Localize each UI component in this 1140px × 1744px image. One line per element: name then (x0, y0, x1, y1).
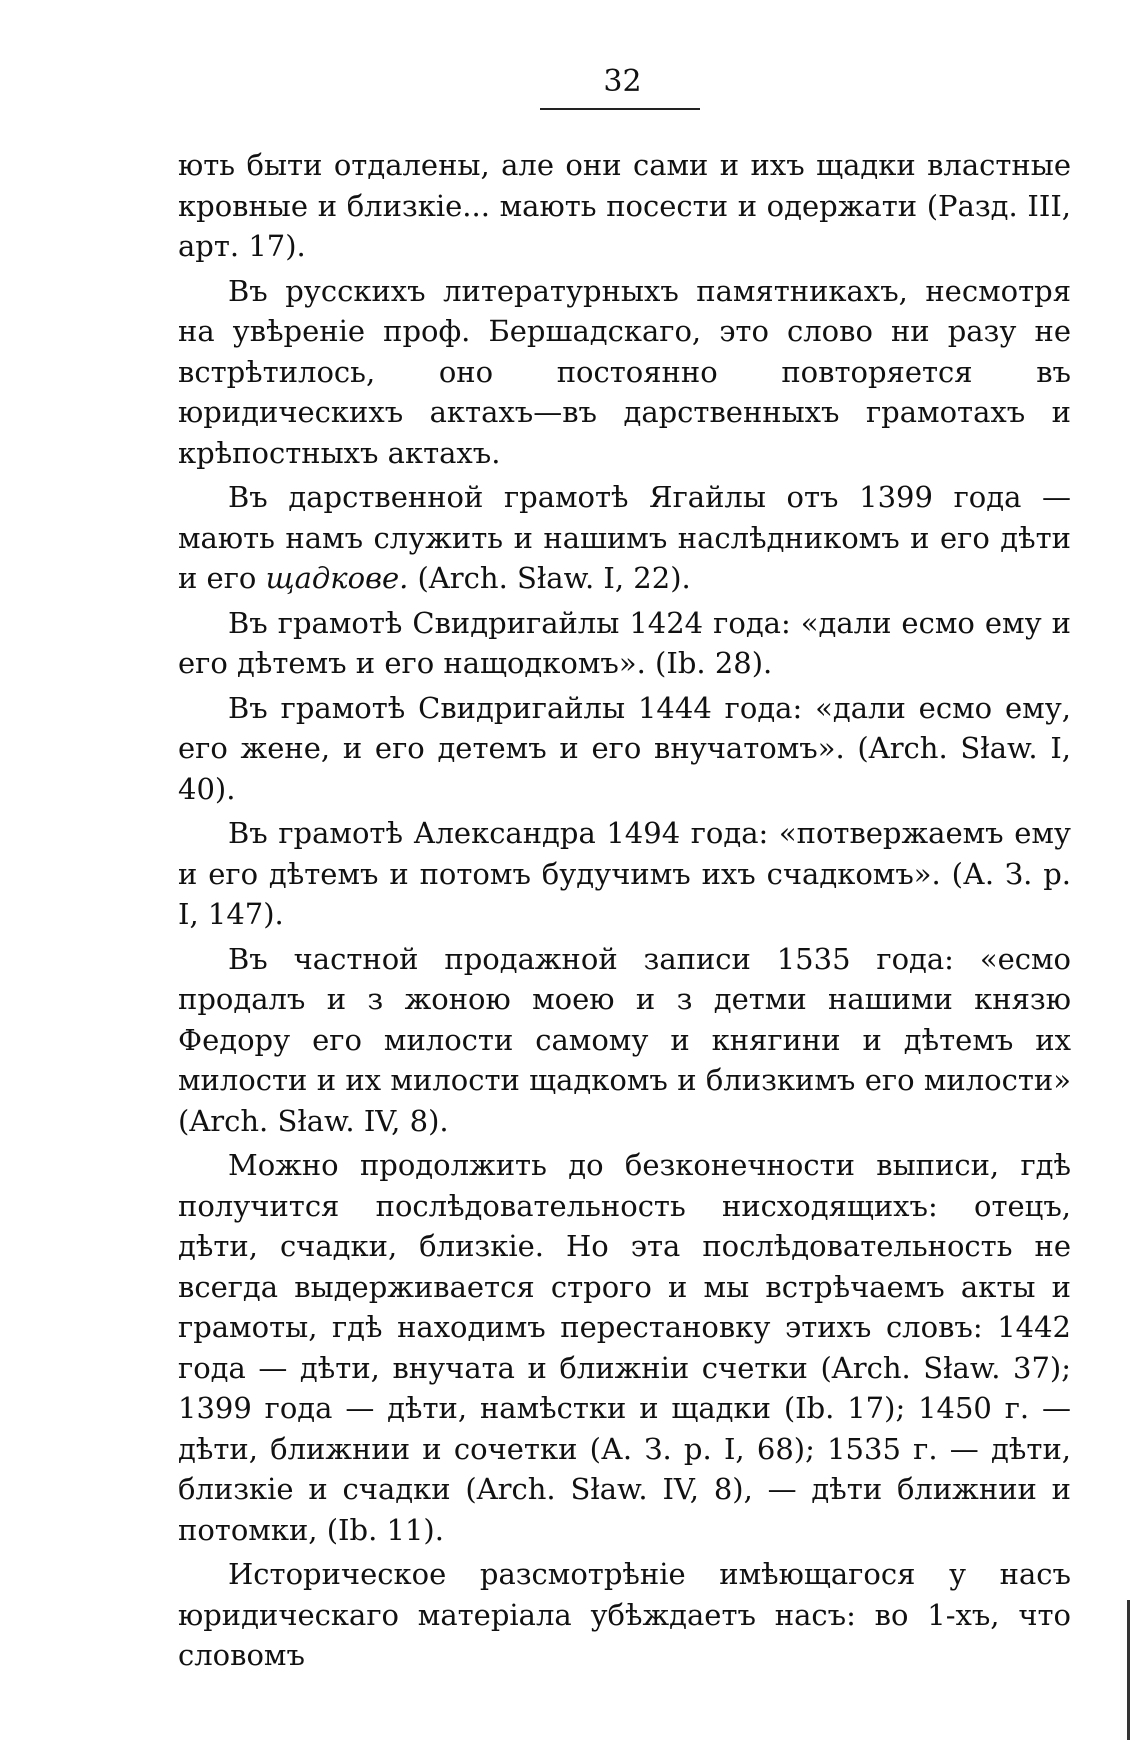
paragraph-svidrigailo-1444: Въ грамотѣ Свидригайлы 1444 года: «дали есмо ему, его жене, и его детемъ и его внучатомъ». (Arch. Sław. I, 40). (178, 690, 1071, 806)
paragraph-jagiello-text: Въ дарственной грамотѣ Ягайлы отъ 1399 года — мають намъ служить и нашимъ наслѣдникомъ и его дѣти и его (178, 480, 1071, 595)
paragraph-continued: ють быти отдалены, але они сами и ихъ щадки властные кровные и близкiе... мають посести и одержати (Разд. III, арт. 17). (178, 148, 1071, 263)
paragraph-jagiello-1399 (178, 477, 1071, 599)
body-text (178, 145, 1071, 1680)
paragraph-svidrigailo-1424: Въ грамотѣ Свидригайлы 1424 года: «дали есмо ему и его дѣтемъ и его нащодкомъ». (Ib. 28). (178, 605, 1071, 680)
page-number-rule (540, 108, 700, 110)
paragraph-jagiello-citation: (Arch. Sław. I, 22). (408, 561, 691, 595)
paragraph-sale-record-1535: Въ частной продажной записи 1535 года: «есмо продалъ и з жоною моею и з детми нашими князю Федору его милости самому и княгини и дѣтемъ их милости и их милости щадкомъ и близкимъ его милости» (Arch. Sław. IV, 8). (178, 941, 1071, 1138)
paragraph-literary-monuments: Въ русскихъ литературныхъ памятникахъ, несмотря на увѣренiе проф. Бершадскаго, это слово ни разу не встрѣтилось, оно постоянно повторяется въ юридическихъ актахъ—въ дарственныхъ грамотахъ и крѣпостныхъ актахъ. (178, 273, 1071, 470)
paragraph-jagiello-italic: щадкове. (265, 561, 409, 595)
paragraph-descendants-sequence: Можно продолжить до безконечности выписи, гдѣ получится послѣдовательность нисходящихъ: отецъ, дѣти, счадки, близкiе. Но эта послѣдовательность не всегда выдерживается строго и мы встрѣчаемъ акты и грамоты, гдѣ находимъ перестановку этихъ словъ: 1442 года — дѣти, внучата и ближнiи счетки (Arch. Sław. 37); 1399 года — дѣти, намѣстки и щадки (Ib. 17); 1450 г. — дѣти, ближнии и сочетки (А. З. р. I, 68); 1535 г. — дѣти, близкiе и счадки (Arch. Sław. IV, 8), — дѣти ближнии и потомки, (Ib. 11). (178, 1148, 1071, 1547)
scan-edge-mark (1127, 1600, 1130, 1740)
page-number: 32 (603, 64, 642, 99)
paragraph-alexander-1494: Въ грамотѣ Александра 1494 года: «потвержаемъ ему и его дѣтемъ и потомъ будучимъ ихъ счадкомъ». (А. З. р. I, 147). (178, 816, 1071, 931)
paragraph-historical-review: Историческое разсмотрѣнiе имѣющагося у насъ юридическаго матерiала убѣждаетъ насъ: во 1-хъ, что словомъ (178, 1557, 1071, 1672)
